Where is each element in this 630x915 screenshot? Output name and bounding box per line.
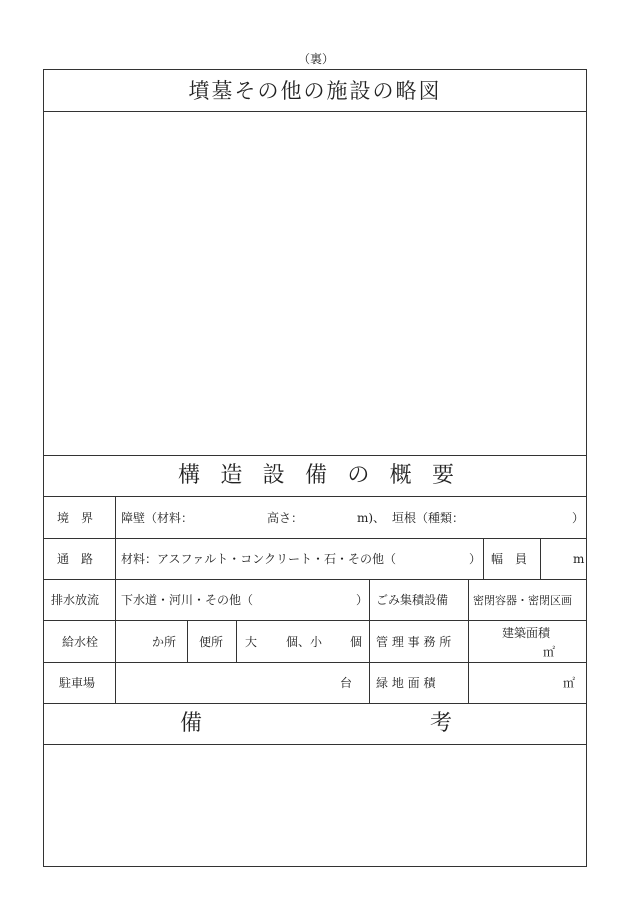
overview-title-char: 備 [304, 463, 327, 488]
boundary-hedge: 垣根（種類： [392, 511, 465, 525]
passage-width-label: 幅 員 [491, 552, 528, 566]
toilet-large: 大 [245, 635, 258, 649]
sketch-title [43, 70, 587, 111]
overview-title-char: 要 [431, 463, 454, 488]
boundary-wall-material: 障壁（材料： [121, 511, 194, 525]
rule [43, 662, 587, 663]
water-label: 給水栓 [62, 635, 99, 649]
remarks-area[interactable] [44, 745, 586, 866]
rule [115, 496, 116, 703]
building-area-label: 建築面積 [502, 626, 551, 640]
drainage-label: 排水放流 [51, 593, 100, 607]
toilet-count-small: 個、小 [286, 635, 323, 649]
parking-label: 駐車場 [59, 676, 96, 690]
rule [43, 703, 587, 704]
overview-title [178, 456, 454, 496]
drainage-options: 下水道・河川・その他（ [121, 593, 254, 607]
rule [43, 620, 587, 621]
rule [43, 579, 587, 580]
passage-label: 通 路 [57, 552, 94, 566]
garbage-label: ごみ集積設備 [376, 593, 449, 607]
passage-close: ） [469, 552, 482, 566]
toilet-count-end: 個 [350, 635, 363, 649]
rule [369, 579, 370, 703]
water-count-unit: か所 [152, 635, 177, 649]
boundary-unit-m: m)、 [357, 511, 386, 525]
sketch-title-text: 墳墓その他の施設の略図 [188, 78, 442, 103]
reverse-side-mark: （裏） [298, 52, 335, 66]
rule [236, 620, 237, 662]
office-label: 管 理 事 務 所 [376, 635, 452, 649]
rule [483, 538, 484, 579]
remarks-title-char: 備 [180, 711, 203, 736]
remarks-title-char: 考 [430, 711, 453, 736]
overview-title-char: 造 [220, 463, 243, 488]
garbage-value: 密閉容器・密閉区画 [473, 594, 572, 607]
rule [43, 538, 587, 539]
boundary-height: 高さ： [267, 511, 304, 525]
rule [468, 579, 469, 703]
passage-material: 材料：アスファルト・コンクリート・石・その他（ [121, 552, 397, 566]
drainage-close: ） [356, 593, 369, 607]
rule [187, 620, 188, 662]
green-area-label: 緑 地 面 積 [376, 676, 436, 690]
sketch-area[interactable] [44, 112, 586, 455]
overview-title-char: の [347, 463, 370, 488]
toilet-label: 便所 [199, 635, 224, 649]
overview-title-char: 設 [262, 463, 285, 488]
green-area-unit: ㎡ [563, 676, 576, 690]
passage-unit-m: m [573, 552, 585, 566]
overview-title-char: 概 [389, 463, 412, 488]
boundary-close: ） [572, 511, 585, 525]
boundary-label: 境 界 [57, 511, 94, 525]
building-area-unit: ㎡ [543, 645, 556, 659]
parking-unit: 台 [340, 676, 353, 690]
rule [540, 538, 541, 579]
rule [43, 496, 587, 497]
overview-title-char: 構 [178, 463, 201, 488]
